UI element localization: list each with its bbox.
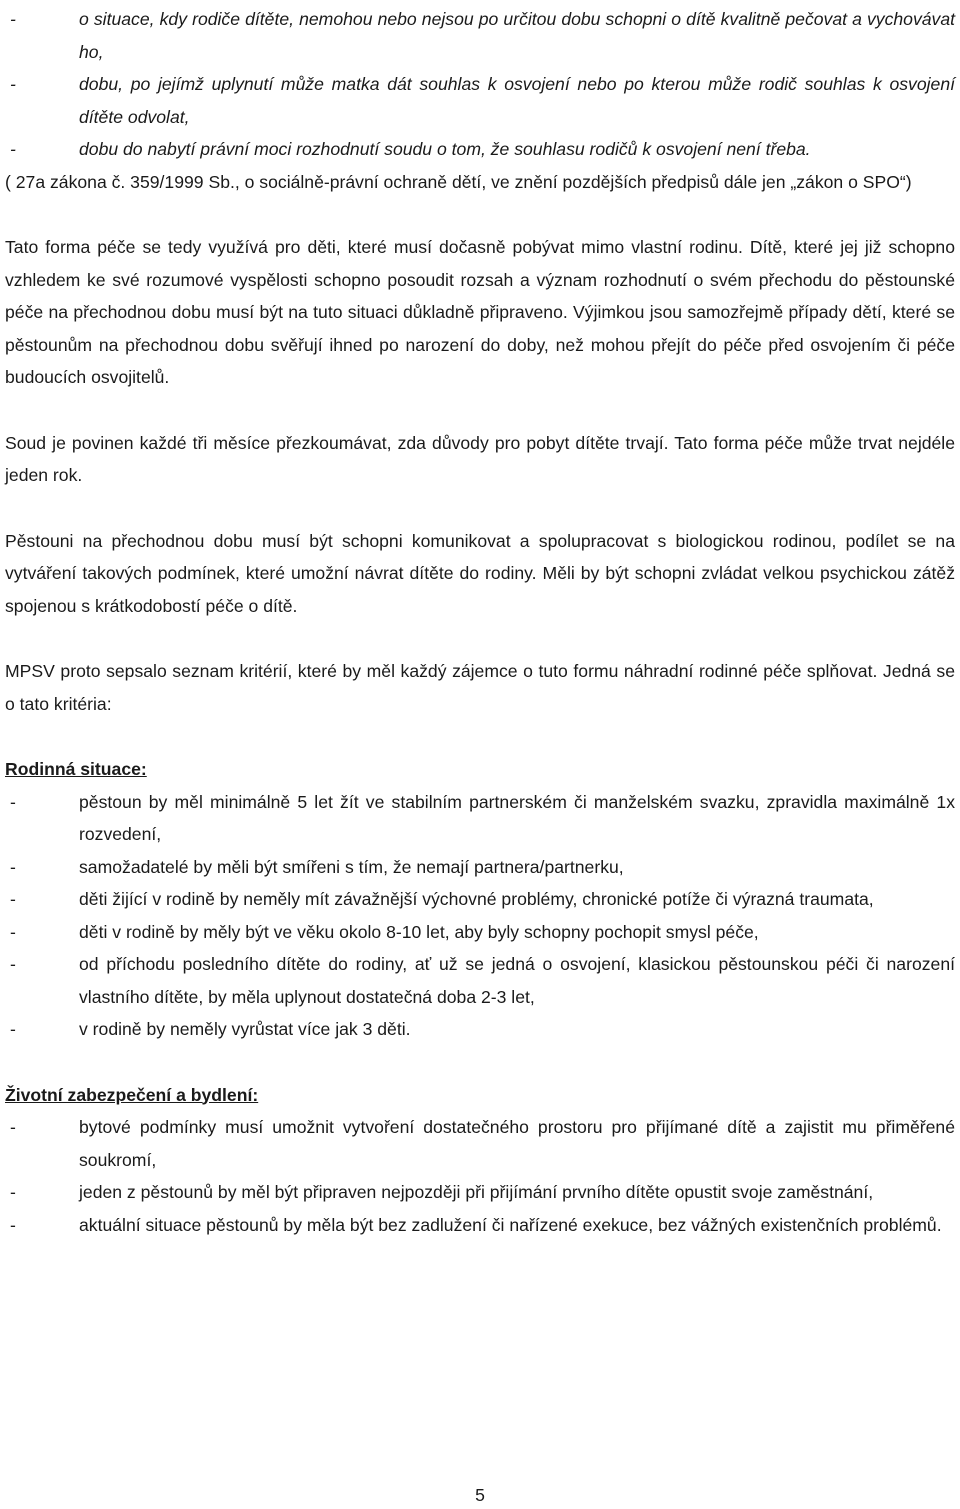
heading-living-security: Životní zabezpečení a bydlení: xyxy=(5,1084,259,1105)
list-item xyxy=(5,1209,955,1242)
law-reference-note: ( 27a zákona č. 359/1999 Sb., o sociálně-právní ochraně dětí, ve znění pozdějších předpisů dále jen „zákon o SPO“) xyxy=(5,171,912,192)
list-dash: - xyxy=(10,921,16,942)
spacer xyxy=(5,1046,955,1079)
living-criteria-list xyxy=(5,1111,955,1241)
list-item-text: dobu, po jejímž uplynutí může matka dát souhlas k osvojení nebo po kterou může rodič souhlas k osvojení dítěte odvolat, xyxy=(79,74,955,127)
spacer xyxy=(5,394,955,427)
list-dash: - xyxy=(10,1019,16,1039)
paragraph-care-form: Tato forma péče se tedy využívá pro děti, které musí dočasně pobývat mimo vlastní rodinu. Dítě, které jej již schopno vzhledem ke své rozumové vyspělosti schopno posoudit rozsah a význam rozhodnutí o svém přechodu do pěstounské péče na přechodnou dobu musí být na tuto situaci důkladně připraveno. Výjimkou jsou samozřejmě případy dětí, které se pěstounům na přechodnou dobu svěřují ihned po narození do doby, než mohou přejít do péče před osvojením či péče budoucích osvojitelů. xyxy=(5,237,955,387)
paragraph-foster-parents: Pěstouni na přechodnou dobu musí být schopni komunikovat a spolupracovat s biologickou rodinou, podílet se na vytváření takových podmínek, které umožní návrat dítěte do rodiny. Měli by být schopni zvládat velkou psychickou zátěž spojenou s krátkodobostí péče o dítě. xyxy=(5,530,955,616)
spacer xyxy=(5,198,955,231)
spacer xyxy=(5,720,955,753)
heading-family-situation: Rodinná situace: xyxy=(5,759,147,779)
list-item xyxy=(5,3,955,68)
list-item xyxy=(5,1176,955,1209)
list-dash: - xyxy=(10,139,16,159)
list-dash: - xyxy=(10,9,16,29)
paragraph-mpsv-criteria: MPSV proto sepsalo seznam kritérií, které by měl každý zájemce o tuto formu náhradní rodinné péče splňovat. Jedná se o tato kritéria: xyxy=(5,661,955,714)
list-item xyxy=(5,851,955,884)
list-item-text: pěstoun by měl minimálně 5 let žít ve stabilním partnerském či manželském svazku, zpravidla maximálně 1x rozvedení, xyxy=(79,791,955,844)
spacer xyxy=(5,492,955,525)
page-content xyxy=(5,3,955,1241)
paragraph-court-review: Soud je povinen každé tři měsíce přezkoumávat, zda důvody pro pobyt dítěte trvají. Tato forma péče může trvat nejdéle jeden rok. xyxy=(5,432,955,485)
page-number: 5 xyxy=(475,1485,485,1505)
list-item xyxy=(5,68,955,133)
list-item-text: samožadatelé by měli být smířeni s tím, že nemají partnera/partnerku, xyxy=(79,856,624,877)
list-dash: - xyxy=(10,856,16,877)
list-item xyxy=(5,1013,955,1046)
list-dash: - xyxy=(10,1214,16,1235)
list-item xyxy=(5,133,955,166)
list-dash: - xyxy=(10,74,16,94)
list-item xyxy=(5,916,955,949)
list-item-text: jeden z pěstounů by měl být připraven nejpozději při přijímání prvního dítěte opustit svoje zaměstnání, xyxy=(79,1182,874,1202)
family-criteria-list xyxy=(5,786,955,1046)
list-item xyxy=(5,786,955,851)
list-item-text: dobu do nabytí právní moci rozhodnutí soudu o tom, že souhlasu rodičů k osvojení není třeba. xyxy=(79,139,811,159)
list-item-text: děti žijící v rodině by neměly mít závažnější výchovné problémy, chronické potíže či výrazná traumata, xyxy=(79,889,874,909)
top-italic-list xyxy=(5,3,955,166)
list-dash: - xyxy=(10,954,16,974)
list-item xyxy=(5,1111,955,1176)
list-item xyxy=(5,883,955,916)
list-dash: - xyxy=(10,1182,16,1202)
list-item-text: bytové podmínky musí umožnit vytvoření dostatečného prostoru pro přijímané dítě a zajistit mu přiměřené soukromí, xyxy=(79,1117,955,1170)
list-item-text: aktuální situace pěstounů by měla být bez zadlužení či nařízené exekuce, bez vážných existenčních problémů. xyxy=(79,1214,942,1235)
list-item-text: o situace, kdy rodiče dítěte, nemohou nebo nejsou po určitou dobu schopni o dítě kvalitně pečovat a vychovávat ho, xyxy=(79,9,955,62)
list-dash: - xyxy=(10,889,16,909)
list-dash: - xyxy=(10,791,16,812)
list-item-text: od příchodu posledního dítěte do rodiny, ať už se jedná o osvojení, klasickou pěstounskou péči či narození vlastního dítěte, by měla uplynout dostatečná doba 2-3 let, xyxy=(79,954,955,1007)
list-dash: - xyxy=(10,1117,16,1137)
list-item-text: děti v rodině by měly být ve věku okolo 8-10 let, aby byly schopny pochopit smysl péče, xyxy=(79,921,759,942)
list-item xyxy=(5,948,955,1013)
list-item-text: v rodině by neměly vyrůstat více jak 3 děti. xyxy=(79,1019,411,1039)
spacer xyxy=(5,622,955,655)
